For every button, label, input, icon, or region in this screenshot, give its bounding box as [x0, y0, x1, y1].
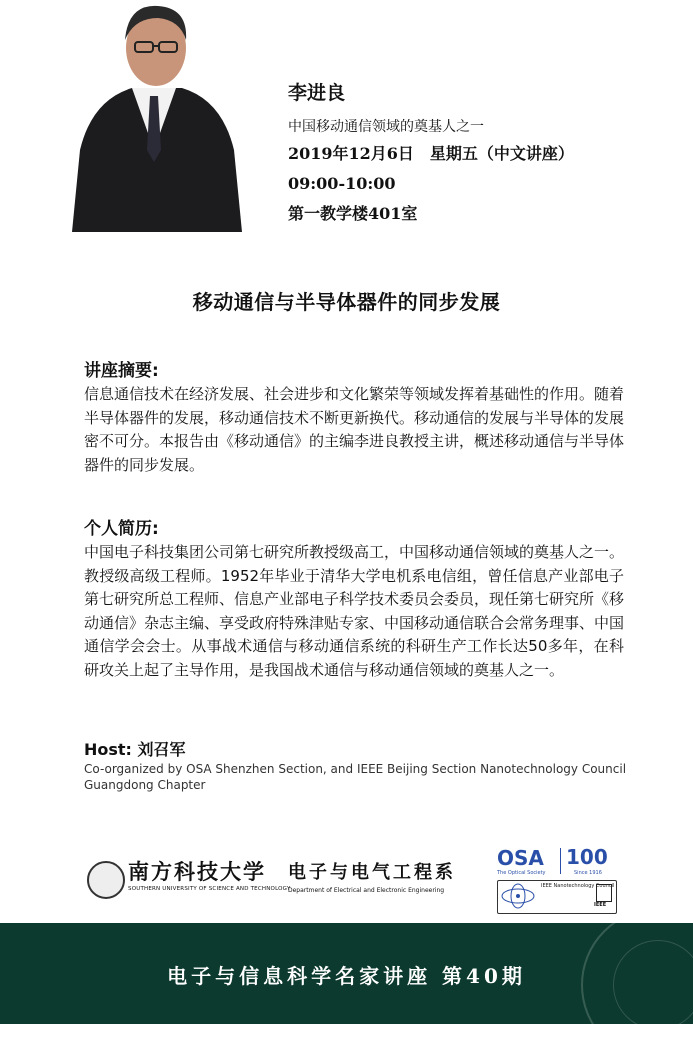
speaker-tagline: 中国移动通信领域的奠基人之一	[288, 119, 484, 135]
osa-logo: OSA	[497, 846, 544, 870]
lecture-series-title: 电子与信息科学名家讲座 第40期	[167, 964, 526, 988]
department-name-en: Department of Electrical and Electronic Engineering	[288, 887, 445, 894]
speaker-info	[288, 78, 574, 229]
bio-text: 中国电子科技集团公司第七研究所教授级高工，中国移动通信领域的奠基人之一。教授级高级工程师。1952年毕业于清华大学电机系电信组，曾任信息产业部电子第七研究所总工程师、信息产业部电子科学技术委员会委员，现任第七研究所《移动通信》杂志主编、享受政府特殊津贴专家、中国移动通信联合会常务理事、中国通信学会会士。从事战术通信与移动通信系统的科研生产工作长达50多年，在科研攻关上起了主导作用，是我国战术通信与移动通信领域的奠基人之一。	[84, 543, 625, 679]
abstract-section	[84, 356, 624, 477]
abstract-heading: 讲座摘要:	[84, 361, 159, 381]
bio-heading: 个人简历:	[84, 519, 159, 539]
speaker-photo	[62, 0, 242, 232]
abstract-text: 信息通信技术在经济发展、社会进步和文化繁荣等领域发挥着基础性的作用。随着半导体器件的发展，移动通信技术不断更新换代。移动通信的发展与半导体的发展密不可分。本报告由《移动通信》的主编李进良教授主讲，概述移动通信与半导体器件的同步发展。	[84, 385, 625, 474]
university-name-cn: 南方科技大学	[128, 859, 266, 884]
university-name-en: SOUTHERN UNIVERSITY OF SCIENCE AND TECHNOLOGY	[128, 886, 291, 892]
osa-subtitle: The Optical Society	[497, 870, 546, 876]
talk-time: 09:00-10:00	[288, 174, 396, 193]
osa-divider	[560, 848, 561, 874]
ieee-nano-text: IEEE Nanotechnology Council	[541, 883, 615, 889]
osa-100-logo: 100	[566, 845, 608, 869]
department-name-cn: 电子与电气工程系	[288, 862, 456, 883]
ieee-nano-icon	[498, 881, 538, 911]
speaker-portrait-icon	[62, 0, 242, 232]
bio-section	[84, 514, 624, 682]
coorganizer-text: Co-organized by OSA Shenzhen Section, and IEEE Beijing Section Nanotechnology Council Guangdong Chapter	[84, 762, 627, 792]
speaker-name: 李进良	[288, 82, 346, 104]
talk-date: 2019年12月6日 星期五（中文讲座）	[288, 144, 574, 163]
talk-location: 第一教学楼401室	[288, 204, 418, 223]
university-emblem-icon	[87, 861, 125, 899]
host-line: Host: 刘召军	[84, 740, 186, 759]
osa-since: Since 1916	[574, 870, 602, 876]
ieee-diamond-icon	[596, 884, 612, 902]
talk-title: 移动通信与半导体器件的同步发展	[192, 290, 501, 314]
ieee-label: IEEE	[594, 902, 607, 908]
